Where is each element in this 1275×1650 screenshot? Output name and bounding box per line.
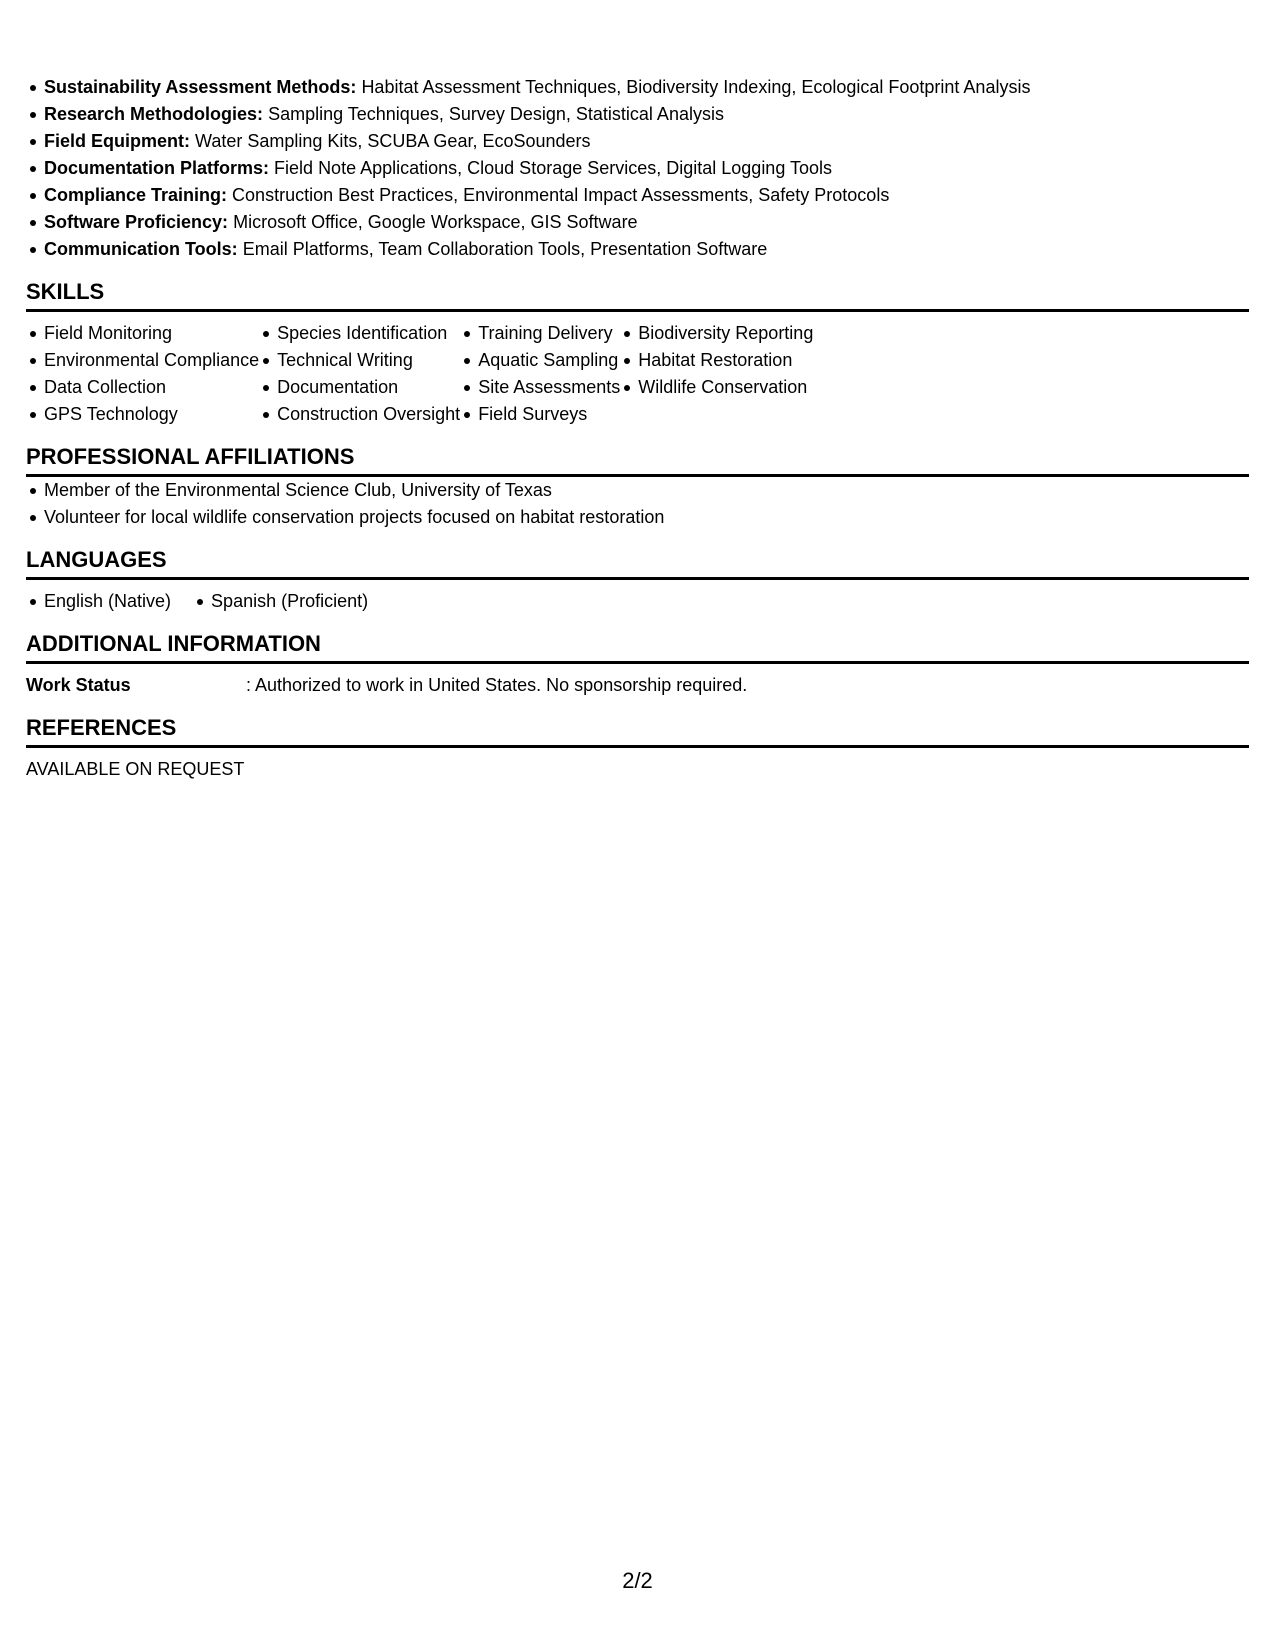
references-text: AVAILABLE ON REQUEST [26,759,245,779]
list-item: Software Proficiency: Microsoft Office, Google Workspace, GIS Software [44,209,1249,236]
skills-section [26,279,1249,428]
list-item: Wildlife Conservation [638,374,813,401]
list-item: Construction Oversight [277,401,460,428]
list-item: Field Monitoring [44,320,259,347]
list-item: Spanish (Proficient) [211,588,368,615]
list-item: Training Delivery [478,320,620,347]
page-number: 2/2 [622,1568,653,1593]
language-item [193,588,368,615]
references-section [26,715,1249,783]
section-title-affiliations: PROFESSIONAL AFFILIATIONS [26,444,1249,477]
list-item: Member of the Environmental Science Club, University of Texas [44,477,1249,504]
skills-column [26,320,259,428]
list-item: Habitat Restoration [638,347,813,374]
list-item: Volunteer for local wildlife conservation projects focused on habitat restoration [44,504,1249,531]
list-item: Documentation Platforms: Field Note Applications, Cloud Storage Services, Digital Logging Tools [44,155,1249,182]
list-item: Field Surveys [478,401,620,428]
work-status-value: : Authorized to work in United States. No sponsorship required. [246,675,748,695]
list-item: Communication Tools: Email Platforms, Team Collaboration Tools, Presentation Software [44,236,1249,263]
list-item: Environmental Compliance [44,347,259,374]
skills-column [259,320,460,428]
section-title-additional-info: ADDITIONAL INFORMATION [26,631,1249,664]
list-item: Field Equipment: Water Sampling Kits, SCUBA Gear, EcoSounders [44,128,1249,155]
list-item: Biodiversity Reporting [638,320,813,347]
resume-page [26,74,1249,783]
list-item: Sustainability Assessment Methods: Habitat Assessment Techniques, Biodiversity Indexing, Ecological Footprint Analysis [44,74,1249,101]
list-item: Technical Writing [277,347,460,374]
list-item: Species Identification [277,320,460,347]
skills-grid [26,320,1249,428]
affiliations-section [26,444,1249,531]
tools-list [26,74,1249,263]
list-item: Site Assessments [478,374,620,401]
work-status-row [26,672,1249,699]
list-item: Compliance Training: Construction Best Practices, Environmental Impact Assessments, Safety Protocols [44,182,1249,209]
list-item: Research Methodologies: Sampling Techniques, Survey Design, Statistical Analysis [44,101,1249,128]
skills-column [460,320,620,428]
section-title-references: REFERENCES [26,715,1249,748]
languages-row [26,588,1249,615]
work-status-label: Work Status [26,675,131,695]
skills-column [620,320,813,428]
list-item: Aquatic Sampling [478,347,620,374]
section-title-languages: LANGUAGES [26,547,1249,580]
affiliations-list [26,477,1249,531]
languages-section [26,547,1249,615]
section-title-skills: SKILLS [26,279,1249,312]
list-item: English (Native) [44,588,171,615]
language-item [26,588,171,615]
list-item: Documentation [277,374,460,401]
additional-info-section [26,631,1249,699]
list-item: Data Collection [44,374,259,401]
list-item: GPS Technology [44,401,259,428]
